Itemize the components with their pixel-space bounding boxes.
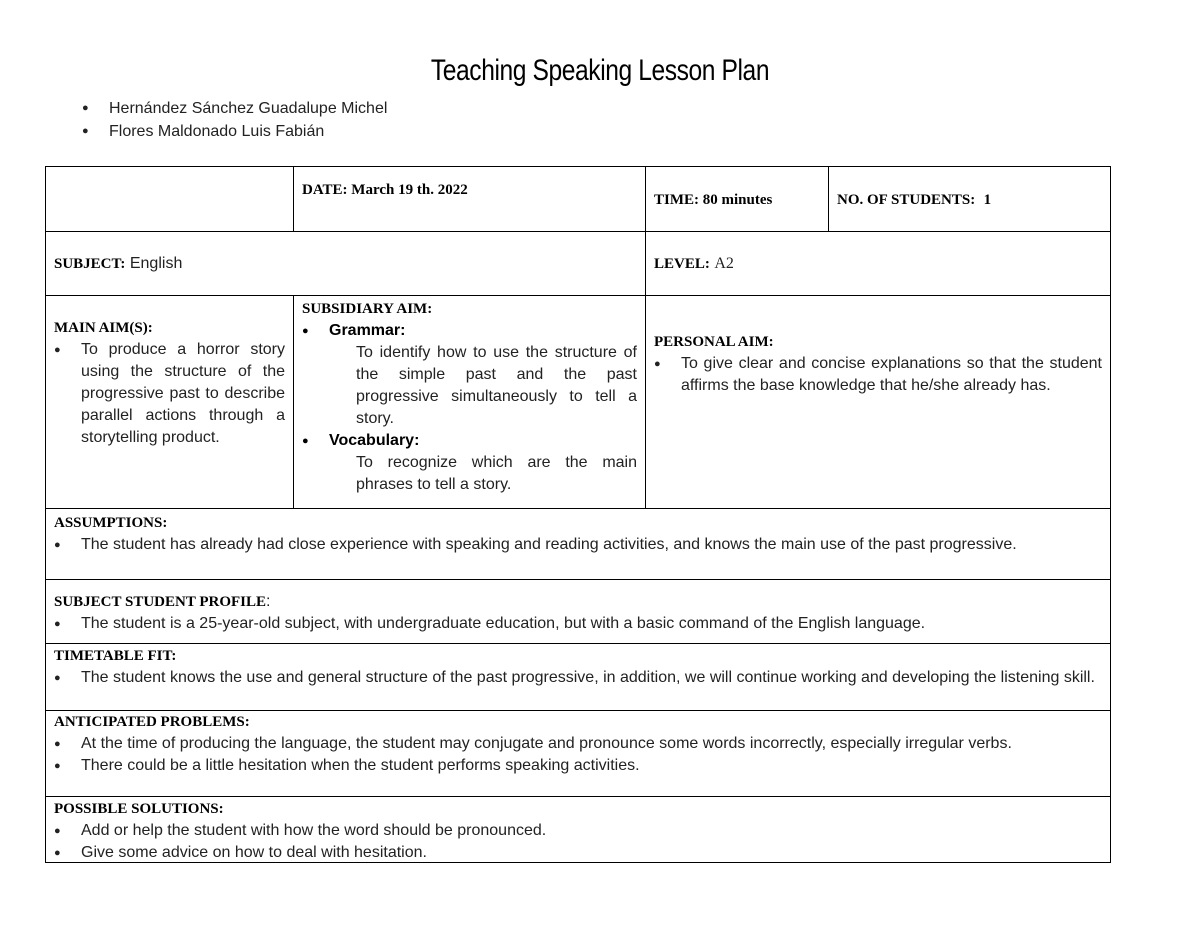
timetable-cell — [45, 643, 1111, 711]
assumptions-item: ● The student has already had close experience with speaking and reading activities, and knows the main use of the past progressive. — [54, 534, 1102, 556]
problems-label: ANTICIPATED PROBLEMS: — [54, 714, 250, 730]
author-item: ● Hernández Sánchez Guadalupe Michel — [82, 97, 387, 120]
timetable-item: ● The student knows the use and general structure of the past progressive, in addition, we will continue working and developing the listening skill. — [54, 667, 1102, 689]
level-cell — [645, 231, 1111, 296]
profile-colon: : — [266, 593, 271, 610]
students-value: 1 — [983, 192, 992, 208]
problem-item: ● There could be a little hesitation when the student performs speaking activities. — [54, 755, 1102, 777]
date-cell — [293, 166, 646, 232]
subsidiary-aim-label: SUBSIDIARY AIM: — [302, 301, 433, 317]
subsidiary-aim-cell — [293, 295, 646, 509]
assumptions-cell — [45, 508, 1111, 580]
grammar-label: ● Grammar: — [302, 320, 637, 342]
solution-item: ● Add or help the student with how the word should be pronounced. — [54, 820, 1102, 842]
profile-item: ● The student is a 25-year-old subject, with undergraduate education, but with a basic command of the English language. — [54, 613, 1102, 635]
subject-value: English — [129, 255, 183, 272]
lesson-plan-table — [45, 166, 1111, 863]
time-label: TIME: 80 minutes — [654, 192, 773, 208]
problem-item: ● At the time of producing the language, the student may conjugate and pronounce some words incorrectly, especially irregular verbs. — [54, 733, 1102, 755]
grammar-text: To identify how to use the structure of the simple past and the past progressive simultaneously to tell a story. — [356, 344, 637, 427]
assumptions-label: ASSUMPTIONS: — [54, 515, 168, 531]
main-aim-label: MAIN AIM(S): — [54, 320, 153, 336]
author-item: ● Flores Maldonado Luis Fabián — [82, 120, 387, 143]
solutions-label: POSSIBLE SOLUTIONS: — [54, 801, 224, 817]
profile-label: SUBJECT STUDENT PROFILE — [54, 594, 267, 610]
personal-aim-item: ● To give clear and concise explanations so that the student affirms the base knowledge that he/she already has. — [654, 353, 1102, 397]
vocabulary-label: ● Vocabulary: — [302, 430, 637, 452]
problems-cell — [45, 710, 1111, 797]
date-label: DATE: March 19 th. 2022 — [302, 182, 468, 198]
students-label: NO. OF STUDENTS: — [837, 192, 976, 208]
main-aim-cell — [45, 295, 294, 509]
main-aim-item: ● To produce a horror story using the structure of the progressive past to describe parallel actions through a storytelling product. — [54, 339, 285, 449]
subject-label: SUBJECT: — [54, 256, 126, 272]
subject-cell — [45, 231, 646, 296]
students-cell — [828, 166, 1111, 232]
author-list — [82, 97, 387, 143]
timetable-label: TIMETABLE FIT: — [54, 648, 177, 664]
solutions-cell — [45, 796, 1111, 863]
document-title: Teaching Speaking Lesson Plan — [430, 54, 770, 87]
level-label: LEVEL: — [654, 256, 710, 272]
profile-cell — [45, 579, 1111, 644]
empty-header-cell — [45, 166, 294, 232]
personal-aim-cell — [645, 295, 1111, 509]
vocabulary-text: To recognize which are the main phrases to tell a story. — [356, 454, 637, 493]
solution-item: ● Give some advice on how to deal with hesitation. — [54, 842, 1102, 863]
personal-aim-label: PERSONAL AIM: — [654, 334, 774, 350]
level-value: A2 — [714, 255, 734, 272]
time-cell — [645, 166, 829, 232]
